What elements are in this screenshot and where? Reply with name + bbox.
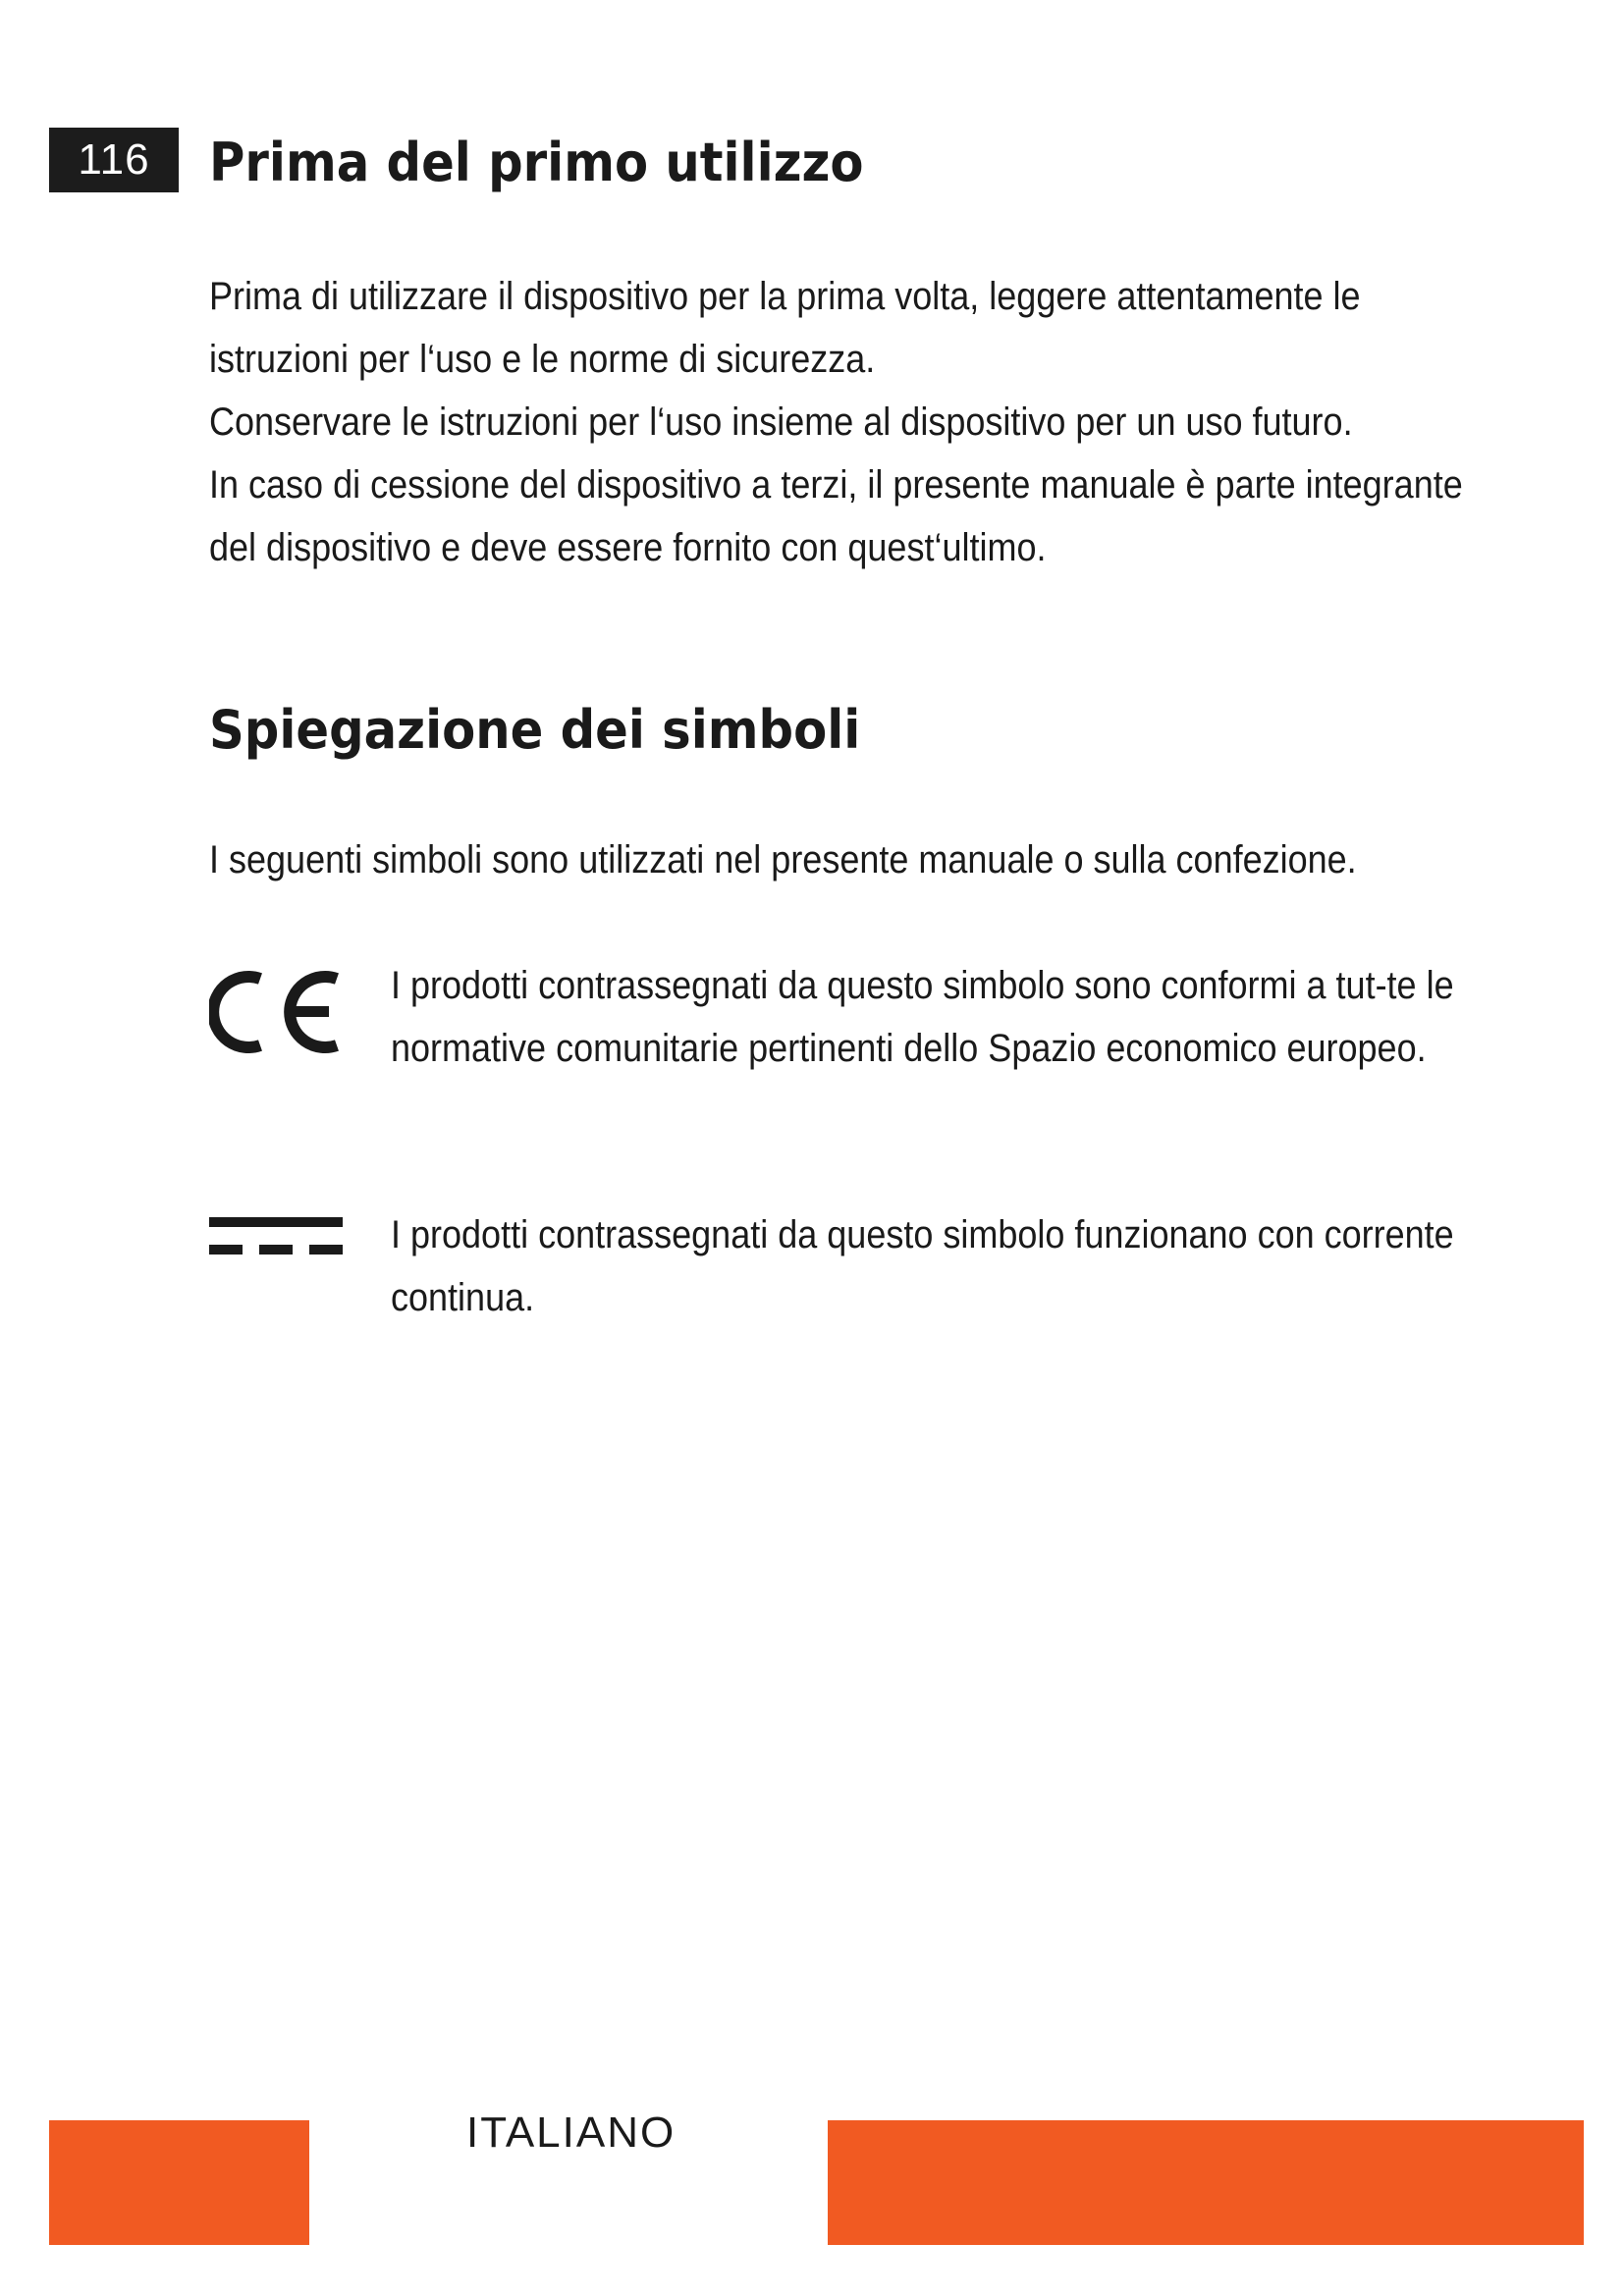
paragraph: Prima di utilizzare il dispositivo per la prima volta, leggere attentamente le istruzioni per l‘uso e le norme di sicurezza.: [209, 275, 1361, 381]
direct-current-description: I prodotti contrassegnati da questo simbolo funzionano con corrente continua.: [391, 1213, 1454, 1319]
footer-language-label: ITALIANO: [466, 2109, 677, 2157]
direct-current-icon: [209, 1215, 343, 1260]
page-number: 116: [49, 128, 179, 192]
paragraph: Conservare le istruzioni per l‘uso insieme al dispositivo per un uso futuro.: [209, 400, 1353, 444]
ce-mark-description: I prodotti contrassegnati da questo simbolo sono conformi a tut-te le normative comunitarie pertinenti dello Spazio economico europeo.: [391, 964, 1454, 1070]
first-use-body: [209, 265, 1508, 579]
section-title-first-use: Prima del primo utilizzo: [209, 132, 864, 193]
section-title-symbols: Spiegazione dei simboli: [209, 699, 861, 761]
symbols-intro-text: I seguenti simboli sono utilizzati nel presente manuale o sulla confezione.: [209, 838, 1357, 881]
paragraph: In caso di cessione del dispositivo a terzi, il presente manuale è parte integrante del dispositivo e deve essere fornito con quest‘ultimo.: [209, 463, 1463, 569]
footer-accent-bar-right: [828, 2120, 1584, 2245]
ce-mark-icon: [209, 967, 347, 1055]
footer-accent-bar-left: [49, 2120, 309, 2245]
